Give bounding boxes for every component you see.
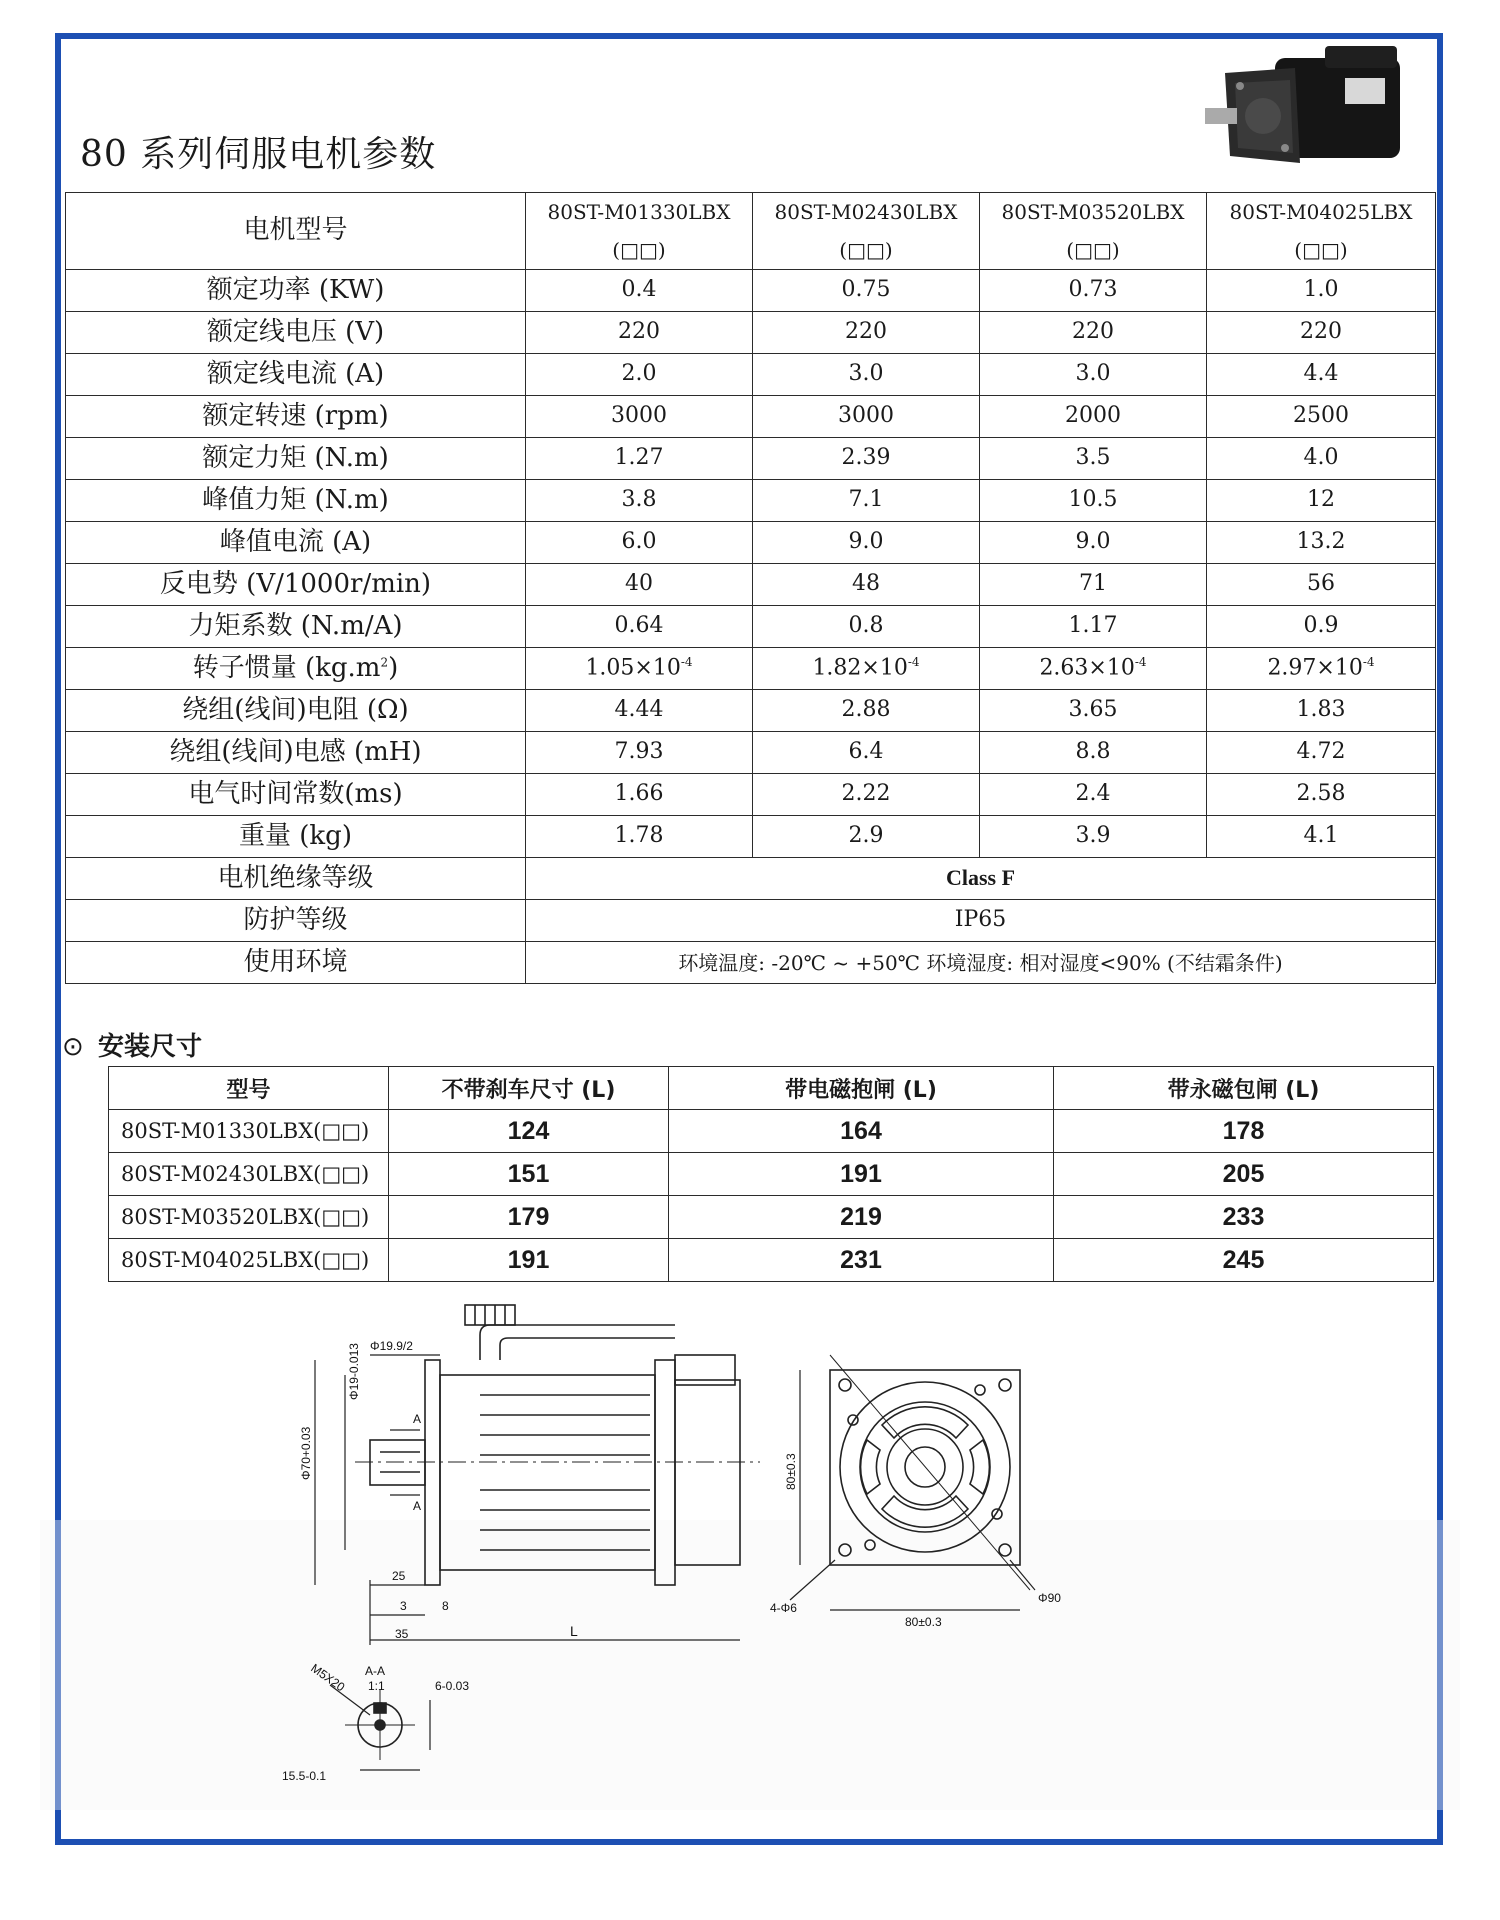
model-header-cell bbox=[753, 193, 980, 270]
dimension-drawings bbox=[130, 1300, 1390, 1820]
install-value: 124 bbox=[389, 1110, 669, 1153]
param-value: 0.64 bbox=[526, 606, 753, 648]
dim-label: A bbox=[413, 1412, 422, 1426]
dim-label: 25 bbox=[392, 1569, 406, 1583]
model-name: 80ST-M03520LBX bbox=[1001, 200, 1185, 224]
install-row bbox=[109, 1196, 1434, 1239]
inertia-exponent: -4 bbox=[1362, 655, 1375, 670]
spec-row bbox=[66, 606, 1436, 648]
param-label: 额定线电压 (V) bbox=[66, 312, 526, 354]
param-value: 2.88 bbox=[753, 690, 980, 732]
model-header-cell bbox=[1207, 193, 1436, 270]
model-header-cell bbox=[526, 193, 753, 270]
param-value: 1.17 bbox=[980, 606, 1207, 648]
param-value: 3.9 bbox=[980, 816, 1207, 858]
inertia-exponent: -4 bbox=[1134, 655, 1147, 670]
spec-row bbox=[66, 648, 1436, 690]
dim-label: A-A bbox=[365, 1664, 386, 1678]
param-label: 力矩系数 (N.m/A) bbox=[66, 606, 526, 648]
param-label: 额定线电流 (A) bbox=[66, 354, 526, 396]
model-name: 80ST-M02430LBX bbox=[774, 200, 958, 224]
install-value: 219 bbox=[669, 1196, 1054, 1239]
install-header-cell: 不带刹车尺寸 (L) bbox=[389, 1067, 669, 1110]
param-label-text: 转子惯量 (kg.m bbox=[192, 652, 381, 683]
param-label: 电机绝缘等级 bbox=[66, 858, 526, 900]
install-row bbox=[109, 1153, 1434, 1196]
install-value: 231 bbox=[669, 1239, 1054, 1282]
install-value: 179 bbox=[389, 1196, 669, 1239]
param-value: 7.1 bbox=[753, 480, 980, 522]
spec-table bbox=[65, 192, 1436, 984]
param-value: 3.0 bbox=[980, 354, 1207, 396]
param-value: 3.8 bbox=[526, 480, 753, 522]
install-header-cell: 带电磁抱闸 (L) bbox=[669, 1067, 1054, 1110]
param-value: 4.72 bbox=[1207, 732, 1436, 774]
param-value: 3000 bbox=[526, 396, 753, 438]
install-heading bbox=[62, 1026, 202, 1063]
model-name: 80ST-M04025LBX bbox=[1229, 200, 1413, 224]
spec-row bbox=[66, 858, 1436, 900]
param-label: 额定力矩 (N.m) bbox=[66, 438, 526, 480]
model-header-label: 电机型号 bbox=[66, 193, 526, 270]
param-value: 220 bbox=[980, 312, 1207, 354]
param-label: 绕组(线间)电阻 (Ω) bbox=[66, 690, 526, 732]
install-value: 191 bbox=[389, 1239, 669, 1282]
install-value: 191 bbox=[669, 1153, 1054, 1196]
spec-row bbox=[66, 774, 1436, 816]
inertia-mantissa: 2.63×10 bbox=[1039, 655, 1135, 681]
dim-label: 6-0.03 bbox=[435, 1679, 470, 1693]
param-value: 2.22 bbox=[753, 774, 980, 816]
dim-label: 15.5-0.1 bbox=[282, 1769, 327, 1783]
install-value: 245 bbox=[1054, 1239, 1434, 1282]
param-label: 绕组(线间)电感 (mH) bbox=[66, 732, 526, 774]
spec-row bbox=[66, 942, 1436, 984]
param-value: 12 bbox=[1207, 480, 1436, 522]
spec-row bbox=[66, 816, 1436, 858]
param-value: 2.39 bbox=[753, 438, 980, 480]
param-label-end: ) bbox=[388, 652, 399, 683]
param-value: 2.0 bbox=[526, 354, 753, 396]
param-value: 2.58 bbox=[1207, 774, 1436, 816]
spec-row bbox=[66, 480, 1436, 522]
model-header-cell bbox=[980, 193, 1207, 270]
dim-label: 80±0.3 bbox=[905, 1615, 942, 1629]
param-value: 48 bbox=[753, 564, 980, 606]
param-value: 1.27 bbox=[526, 438, 753, 480]
dim-label: Φ90 bbox=[1038, 1591, 1061, 1605]
install-value: 205 bbox=[1054, 1153, 1434, 1196]
param-label: 额定转速 (rpm) bbox=[66, 396, 526, 438]
param-value: 4.4 bbox=[1207, 354, 1436, 396]
model-suffix: (□□) bbox=[1066, 238, 1120, 262]
param-value: 220 bbox=[753, 312, 980, 354]
param-label-sup: 2 bbox=[380, 655, 389, 670]
spec-row bbox=[66, 396, 1436, 438]
param-value: 6.0 bbox=[526, 522, 753, 564]
param-value: 2.4 bbox=[980, 774, 1207, 816]
spec-row bbox=[66, 270, 1436, 312]
dim-label: 1:1 bbox=[368, 1679, 385, 1693]
param-label bbox=[66, 648, 526, 690]
install-header-row bbox=[109, 1067, 1434, 1110]
param-value: 9.0 bbox=[980, 522, 1207, 564]
dim-label: A bbox=[413, 1499, 422, 1513]
param-value: 4.44 bbox=[526, 690, 753, 732]
install-header-cell: 带永磁包闸 (L) bbox=[1054, 1067, 1434, 1110]
param-value bbox=[753, 648, 980, 690]
param-value: 0.73 bbox=[980, 270, 1207, 312]
dim-label: Φ19.9/2 bbox=[370, 1339, 413, 1353]
param-value: 0.4 bbox=[526, 270, 753, 312]
inertia-exponent: -4 bbox=[907, 655, 920, 670]
param-value: 1.66 bbox=[526, 774, 753, 816]
install-table bbox=[108, 1066, 1434, 1282]
param-value: Class F bbox=[526, 858, 1436, 900]
param-label: 峰值电流 (A) bbox=[66, 522, 526, 564]
dim-label: Φ70+0.03 bbox=[299, 1426, 313, 1480]
inertia-mantissa: 1.82×10 bbox=[812, 655, 908, 681]
param-value bbox=[1207, 648, 1436, 690]
param-label: 额定功率 (KW) bbox=[66, 270, 526, 312]
param-label: 防护等级 bbox=[66, 900, 526, 942]
install-row bbox=[109, 1239, 1434, 1282]
target-icon: ⊙ bbox=[62, 1032, 84, 1062]
param-value: 0.75 bbox=[753, 270, 980, 312]
spec-row bbox=[66, 312, 1436, 354]
dim-label: M5X20 bbox=[308, 1660, 348, 1695]
param-label: 重量 (kg) bbox=[66, 816, 526, 858]
param-value: 2000 bbox=[980, 396, 1207, 438]
spec-row bbox=[66, 438, 1436, 480]
page-title: 80 系列伺服电机参数 bbox=[80, 134, 437, 175]
spec-row bbox=[66, 690, 1436, 732]
param-value: 0.8 bbox=[753, 606, 980, 648]
install-value: 178 bbox=[1054, 1110, 1434, 1153]
param-value: 56 bbox=[1207, 564, 1436, 606]
param-value: 1.83 bbox=[1207, 690, 1436, 732]
spec-row bbox=[66, 564, 1436, 606]
param-value: 4.0 bbox=[1207, 438, 1436, 480]
param-value: 4.1 bbox=[1207, 816, 1436, 858]
param-value: 3.65 bbox=[980, 690, 1207, 732]
param-value: 3.0 bbox=[753, 354, 980, 396]
param-value: 0.9 bbox=[1207, 606, 1436, 648]
dim-label: 3 bbox=[400, 1599, 407, 1613]
param-value: 环境温度: -20℃ ~ +50℃ 环境湿度: 相对湿度<90% (不结霜条件) bbox=[526, 942, 1436, 984]
param-value bbox=[980, 648, 1207, 690]
param-value: 71 bbox=[980, 564, 1207, 606]
dim-label: 35 bbox=[395, 1627, 409, 1641]
param-label: 峰值力矩 (N.m) bbox=[66, 480, 526, 522]
param-value: 10.5 bbox=[980, 480, 1207, 522]
inertia-exponent: -4 bbox=[680, 655, 693, 670]
spec-row bbox=[66, 732, 1436, 774]
param-value: 8.8 bbox=[980, 732, 1207, 774]
inertia-mantissa: 1.05×10 bbox=[585, 655, 681, 681]
param-value: 40 bbox=[526, 564, 753, 606]
dim-label: Φ19-0.013 bbox=[347, 1343, 361, 1400]
install-model: 80ST-M03520LBX(□□) bbox=[109, 1196, 389, 1239]
param-value: 1.78 bbox=[526, 816, 753, 858]
install-model: 80ST-M04025LBX(□□) bbox=[109, 1239, 389, 1282]
spec-row bbox=[66, 354, 1436, 396]
param-value: 220 bbox=[526, 312, 753, 354]
inertia-mantissa: 2.97×10 bbox=[1267, 655, 1363, 681]
install-value: 151 bbox=[389, 1153, 669, 1196]
model-name: 80ST-M01330LBX bbox=[547, 200, 731, 224]
servo-motor-photo bbox=[1205, 38, 1415, 188]
install-model: 80ST-M02430LBX(□□) bbox=[109, 1153, 389, 1196]
install-heading-text: 安装尺寸 bbox=[98, 1032, 203, 1062]
param-label: 反电势 (V/1000r/min) bbox=[66, 564, 526, 606]
param-value bbox=[526, 648, 753, 690]
spec-header-row bbox=[66, 193, 1436, 270]
model-suffix: (□□) bbox=[1294, 238, 1348, 262]
param-value: 9.0 bbox=[753, 522, 980, 564]
dim-label: L bbox=[570, 1623, 578, 1639]
param-value: 6.4 bbox=[753, 732, 980, 774]
param-value: 3000 bbox=[753, 396, 980, 438]
model-suffix: (□□) bbox=[612, 238, 666, 262]
param-value: 1.0 bbox=[1207, 270, 1436, 312]
install-header-cell: 型号 bbox=[109, 1067, 389, 1110]
dim-label: 8 bbox=[442, 1599, 449, 1613]
param-label: 电气时间常数(ms) bbox=[66, 774, 526, 816]
param-label: 使用环境 bbox=[66, 942, 526, 984]
install-value: 164 bbox=[669, 1110, 1054, 1153]
install-value: 233 bbox=[1054, 1196, 1434, 1239]
param-value: 3.5 bbox=[980, 438, 1207, 480]
param-value: 220 bbox=[1207, 312, 1436, 354]
install-model: 80ST-M01330LBX(□□) bbox=[109, 1110, 389, 1153]
model-suffix: (□□) bbox=[839, 238, 893, 262]
spec-row bbox=[66, 900, 1436, 942]
param-value: 13.2 bbox=[1207, 522, 1436, 564]
param-value: 2500 bbox=[1207, 396, 1436, 438]
dim-label: 80±0.3 bbox=[784, 1453, 798, 1490]
install-row bbox=[109, 1110, 1434, 1153]
param-value: 2.9 bbox=[753, 816, 980, 858]
param-value: 7.93 bbox=[526, 732, 753, 774]
spec-row bbox=[66, 522, 1436, 564]
dim-label: 4-Φ6 bbox=[770, 1601, 797, 1615]
param-value: IP65 bbox=[526, 900, 1436, 942]
